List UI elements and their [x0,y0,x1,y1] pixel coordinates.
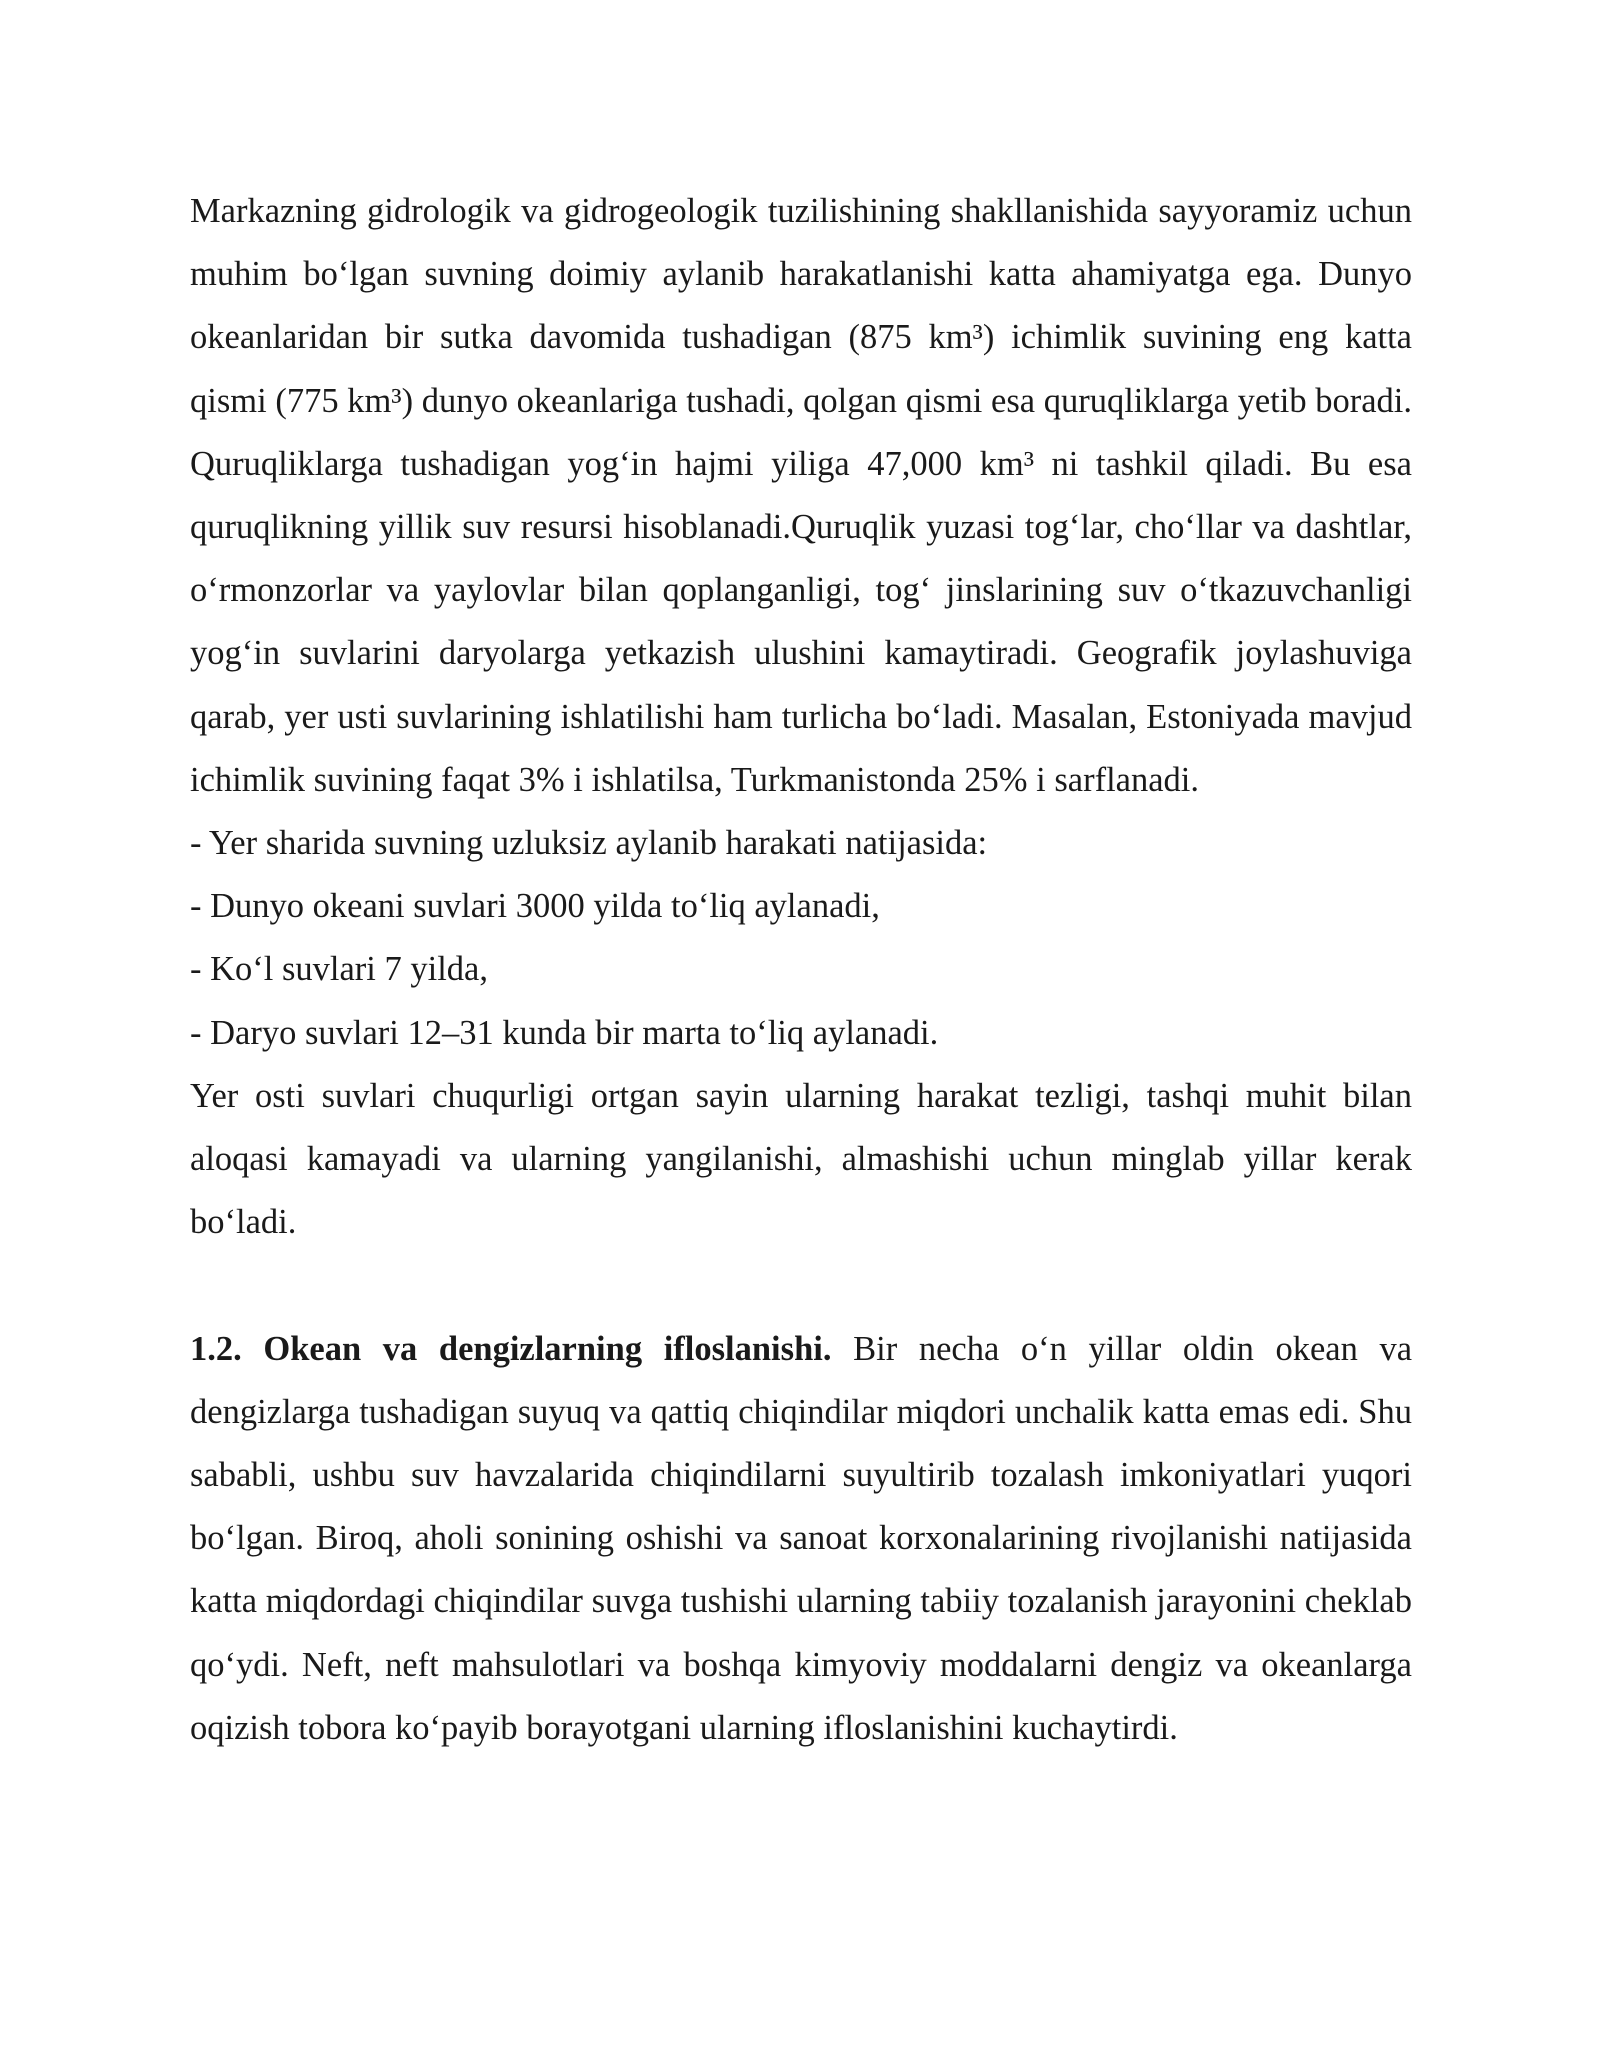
list-item-intro: - Yer sharida suvning uzluksiz aylanib harakati natijasida: [190,824,988,863]
section-title: Okean va dengizlarning ifloslanishi. [263,1329,832,1368]
section-number: 1.2. [190,1329,242,1368]
list-item-ocean: - Dunyo okeani suvlari 3000 yilda to‘liq aylanadi, [190,887,880,926]
paragraph-groundwater: Yer osti suvlari chuqurligi ortgan sayin ularning harakat tezligi, tashqi muhit bilan aloqasi kamayadi va ularning yangilanishi, almashishi uchun minglab yillar kerak bo‘ladi. [190,1076,1412,1242]
section-text: Bir necha o‘n yillar oldin okean va dengizlarga tushadigan suyuq va qattiq chiqindilar miqdori unchalik katta emas edi. Shu sababli, ushbu suv havzalarida chiqindilarni suyultirib tozalash imkoniyatlari yuqori bo‘lgan. Biroq, aholi sonining oshishi va sanoat korxonalarining rivojlanishi natijasida katta miqdordagi chiqindilar suvga tushishi ularning tabiiy tozalanish jarayonini cheklab qo‘ydi. Neft, neft mahsulotlari va boshqa kimyoviy moddalarni dengiz va okeanlarga oqizish tobora ko‘payib borayotgani ularning ifloslanishini kuchaytirdi. [190,1329,1413,1747]
list-item-lake: - Ko‘l suvlari 7 yilda, [190,950,488,989]
document-body [190,180,1412,1760]
paragraph-water-cycle: Markazning gidrologik va gidrogeologik tuzilishining shakllanishida sayyoramiz uchun muhim bo‘lgan suvning doimiy aylanib harakatlanishi katta ahamiyatga ega. Dunyo okeanlaridan bir sutka davomida tushadigan (875 km³) ichimlik suvining eng katta qismi (775 km³) dunyo okeanlariga tushadi, qolgan qismi esa quruqliklarga yetib boradi. Quruqliklarga tushadigan yog‘in hajmi yiliga 47,000 km³ ni tashkil qiladi. Bu esa quruqlikning yillik suv resursi hisoblanadi.Quruqlik yuzasi tog‘lar, cho‘llar va dashtlar, o‘rmonzorlar va yaylovlar bilan qoplanganligi, tog‘ jinslarining suv o‘tkazuvchanligi yog‘in suvlarini daryolarga yetkazish ulushini kamaytiradi. Geografik joylashuviga qarab, yer usti suvlarining ishlatilishi ham turlicha bo‘ladi. Masalan, Estoniyada mavjud ichimlik suvining faqat 3% i ishlatilsa, Turkmanistonda 25% i sarflanadi. [190,192,1412,799]
list-item-river: - Daryo suvlari 12–31 kunda bir marta to‘liq aylanadi. [190,1013,939,1052]
section-paragraph [190,1318,1412,1760]
paragraph-spacer [190,1254,1412,1317]
